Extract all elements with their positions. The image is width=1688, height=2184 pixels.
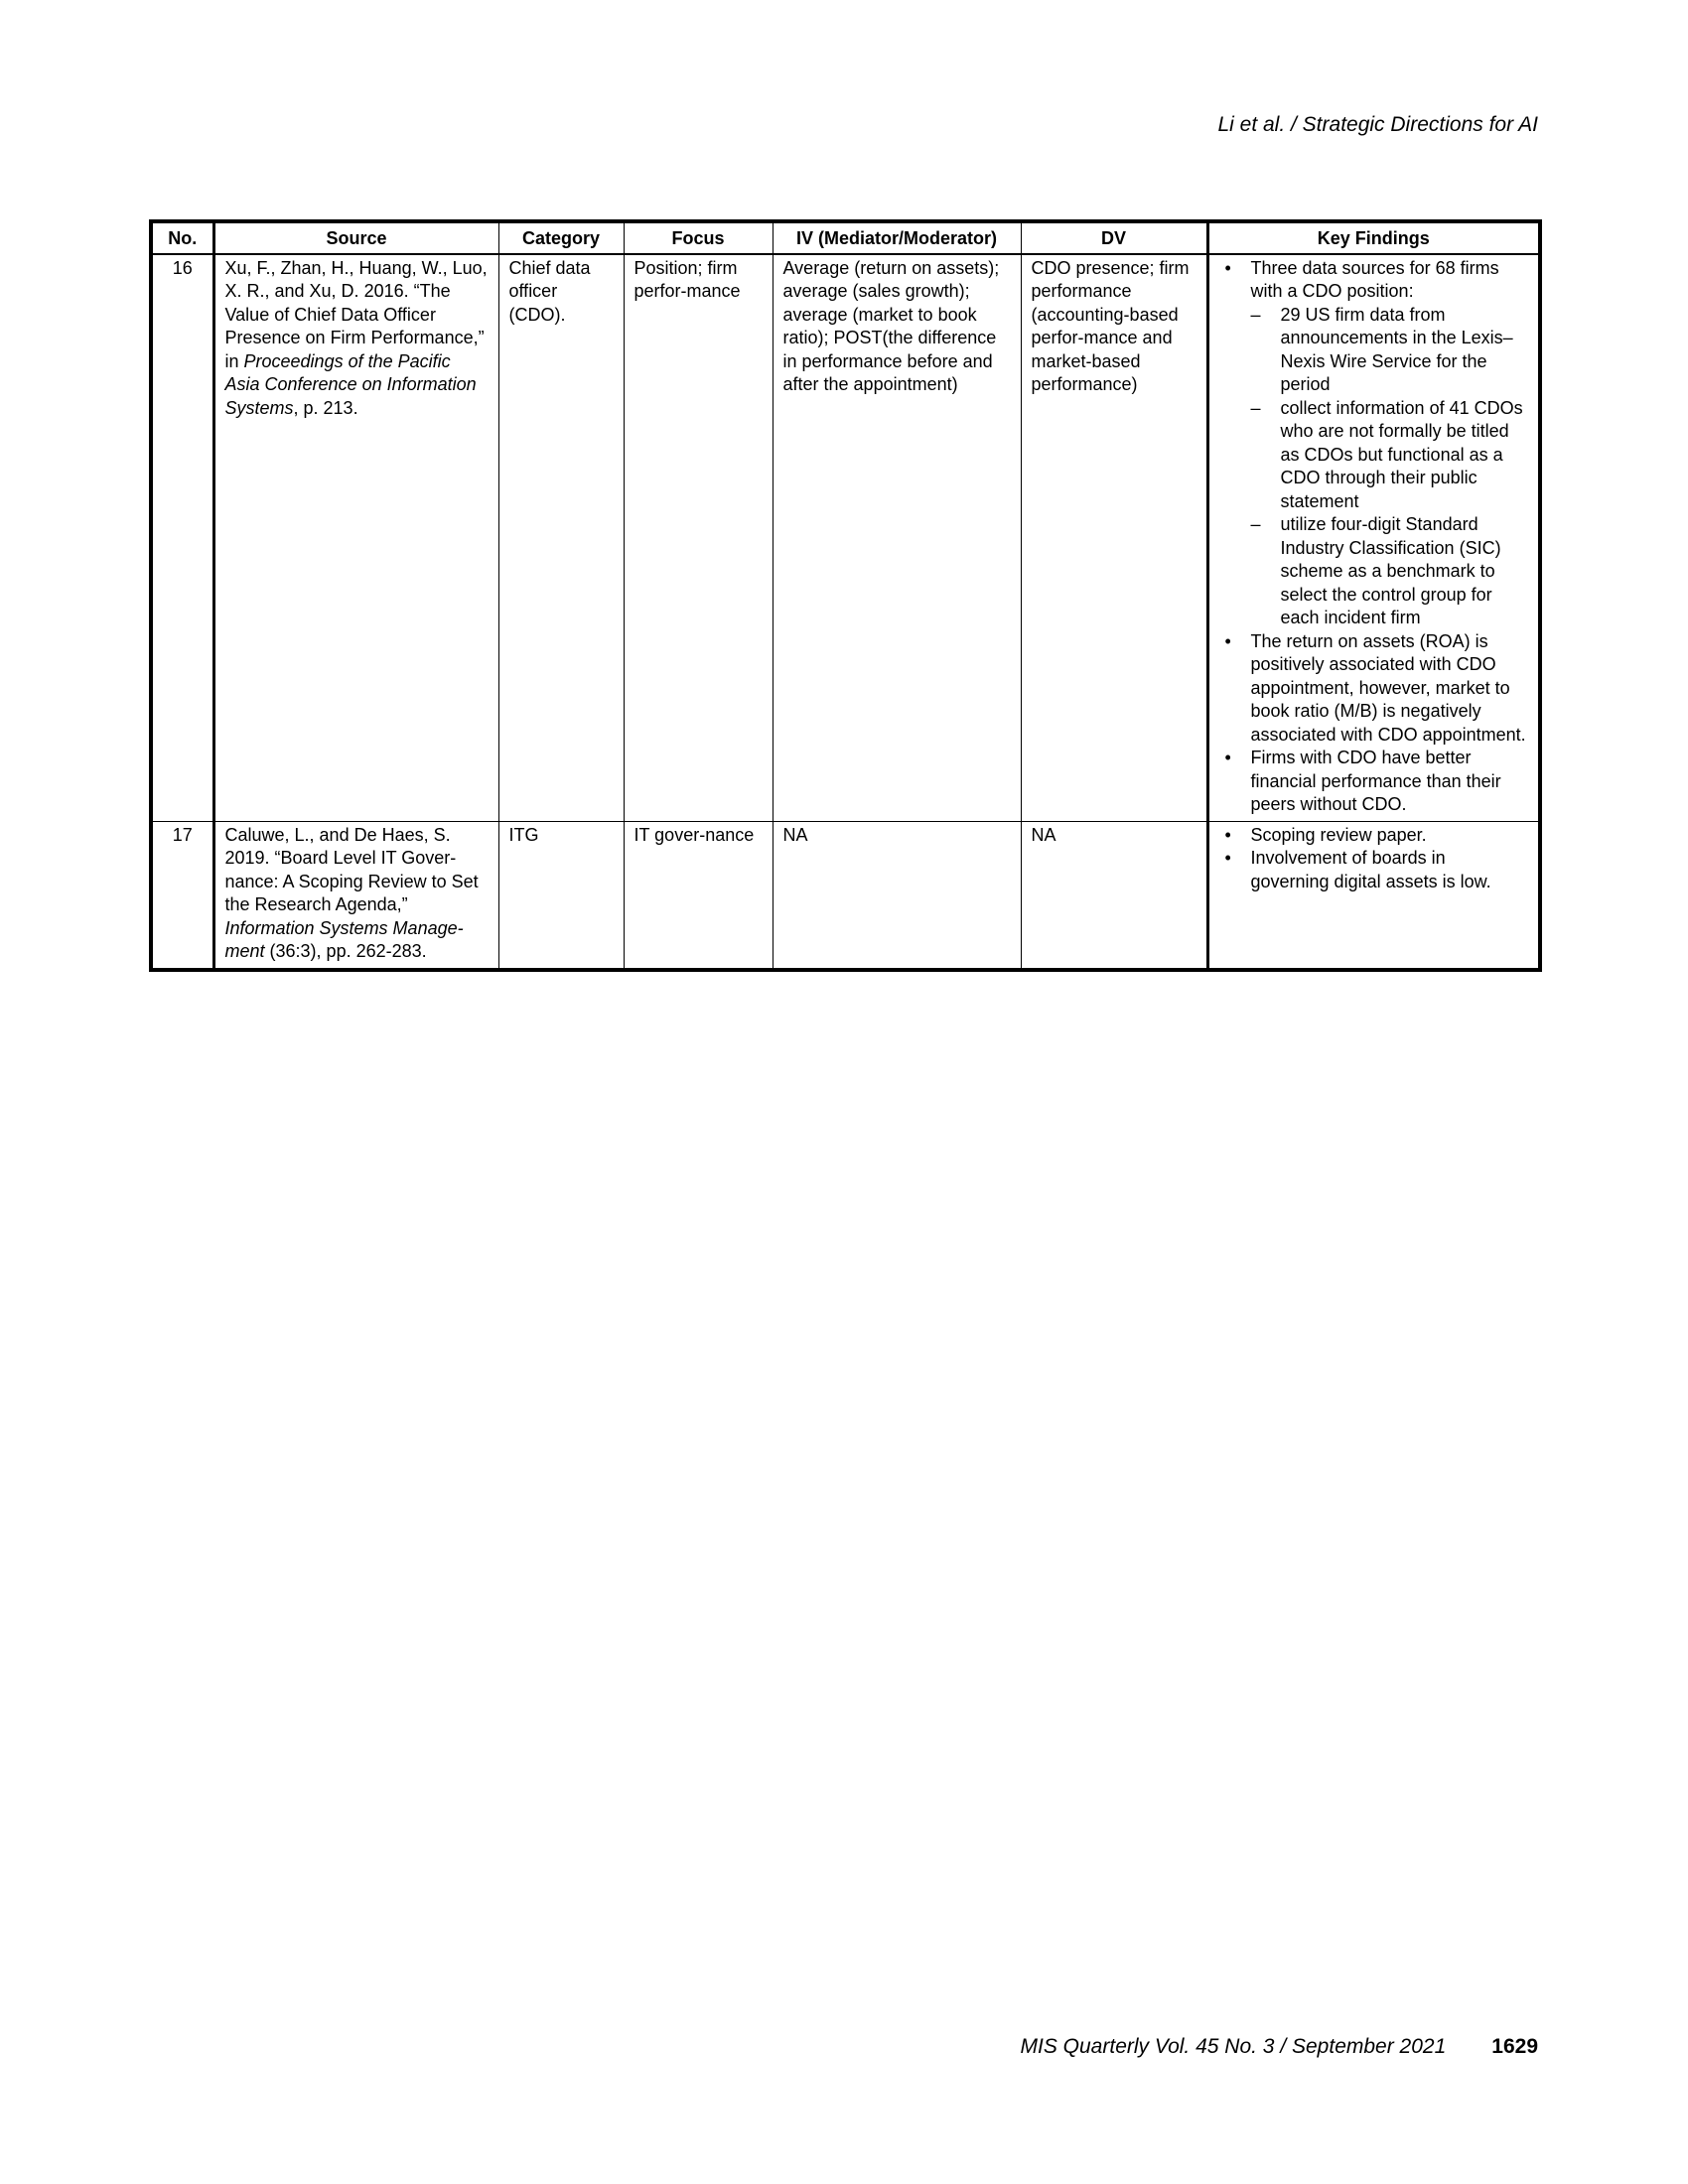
cell-focus: IT gover-nance bbox=[624, 821, 773, 970]
cell-source bbox=[213, 821, 498, 970]
cell-key-findings bbox=[1207, 821, 1540, 970]
source-text: Xu, F., Zhan, H., Huang, W., Luo, X. R., and Xu, D. 2016. “The Value of Chief Data Officer Presence on Firm Performance,” in bbox=[224, 257, 488, 371]
key-finding-text: Involvement of boards in governing digital assets is low. bbox=[1250, 848, 1491, 891]
header-key-findings: Key Findings bbox=[1207, 221, 1540, 254]
cell-category: ITG bbox=[498, 821, 624, 970]
key-finding-subitem: – 29 US firm data from announcements in the Lexis–Nexis Wire Service for the period bbox=[1251, 304, 1529, 397]
source-text: Information Systems Manage-ment bbox=[224, 917, 464, 961]
cell-focus: Position; firm perfor-mance bbox=[624, 254, 773, 822]
cell-category: Chief data officer (CDO). bbox=[498, 254, 624, 822]
source-text: (36:3), pp. 262-283. bbox=[264, 941, 427, 961]
key-finding-text: Scoping review paper. bbox=[1250, 824, 1427, 845]
table-row bbox=[151, 821, 1540, 970]
header-focus: Focus bbox=[624, 221, 773, 254]
cell-no: 17 bbox=[151, 821, 213, 970]
literature-table bbox=[149, 219, 1542, 972]
table-body bbox=[151, 254, 1540, 970]
key-finding-sublist bbox=[1251, 304, 1529, 630]
source-text: , p. 213. bbox=[293, 397, 358, 418]
running-head: Li et al. / Strategic Directions for AI bbox=[1217, 113, 1538, 136]
cell-iv: Average (return on assets); average (sales growth); average (market to book ratio); POST(the difference in performance before and after the appointment) bbox=[773, 254, 1021, 822]
header-category: Category bbox=[498, 221, 624, 254]
key-finding-item bbox=[1219, 847, 1529, 893]
page-footer bbox=[1021, 2035, 1539, 2059]
key-finding-item bbox=[1219, 257, 1529, 630]
key-finding-text: Three data sources for 68 firms with a CDO position: bbox=[1250, 257, 1499, 301]
cell-iv: NA bbox=[773, 821, 1021, 970]
cell-source bbox=[213, 254, 498, 822]
key-finding-item bbox=[1219, 630, 1529, 748]
key-finding-subitem: – collect information of 41 CDOs who are not formally be titled as CDOs but functional as a CDO through their public statement bbox=[1251, 397, 1529, 514]
page-number: 1629 bbox=[1491, 2035, 1538, 2058]
key-findings-list bbox=[1219, 257, 1529, 817]
header-dv: DV bbox=[1021, 221, 1207, 254]
key-finding-text: Firms with CDO have better financial performance than their peers without CDO. bbox=[1250, 748, 1501, 814]
cell-key-findings bbox=[1207, 254, 1540, 822]
footer-journal: MIS Quarterly Vol. 45 No. 3 / September 2021 bbox=[1020, 2035, 1447, 2058]
cell-dv: NA bbox=[1021, 821, 1207, 970]
header-iv: IV (Mediator/Moderator) bbox=[773, 221, 1021, 254]
key-findings-list bbox=[1219, 824, 1529, 894]
header-source: Source bbox=[213, 221, 498, 254]
key-finding-text: The return on assets (ROA) is positively associated with CDO appointment, however, market to book ratio (M/B) is negatively associated with CDO appointment. bbox=[1250, 630, 1526, 745]
key-finding-subitem: – utilize four-digit Standard Industry Classification (SIC) scheme as a benchmark to select the control group for each incident firm bbox=[1251, 513, 1529, 630]
cell-dv: CDO presence; firm performance (accounting-based perfor-mance and market-based performance) bbox=[1021, 254, 1207, 822]
table-row bbox=[151, 254, 1540, 822]
table-header-row bbox=[151, 221, 1540, 254]
key-finding-item bbox=[1219, 747, 1529, 817]
header-no: No. bbox=[151, 221, 213, 254]
source-text: Proceedings of the Pacific Asia Conference on Information Systems bbox=[224, 350, 477, 418]
source-text: Caluwe, L., and De Haes, S. 2019. “Board Level IT Gover-nance: A Scoping Review to Set the Research Agenda,” bbox=[224, 824, 479, 914]
cell-no: 16 bbox=[151, 254, 213, 822]
literature-table-container bbox=[149, 219, 1538, 972]
key-finding-item bbox=[1219, 824, 1529, 848]
